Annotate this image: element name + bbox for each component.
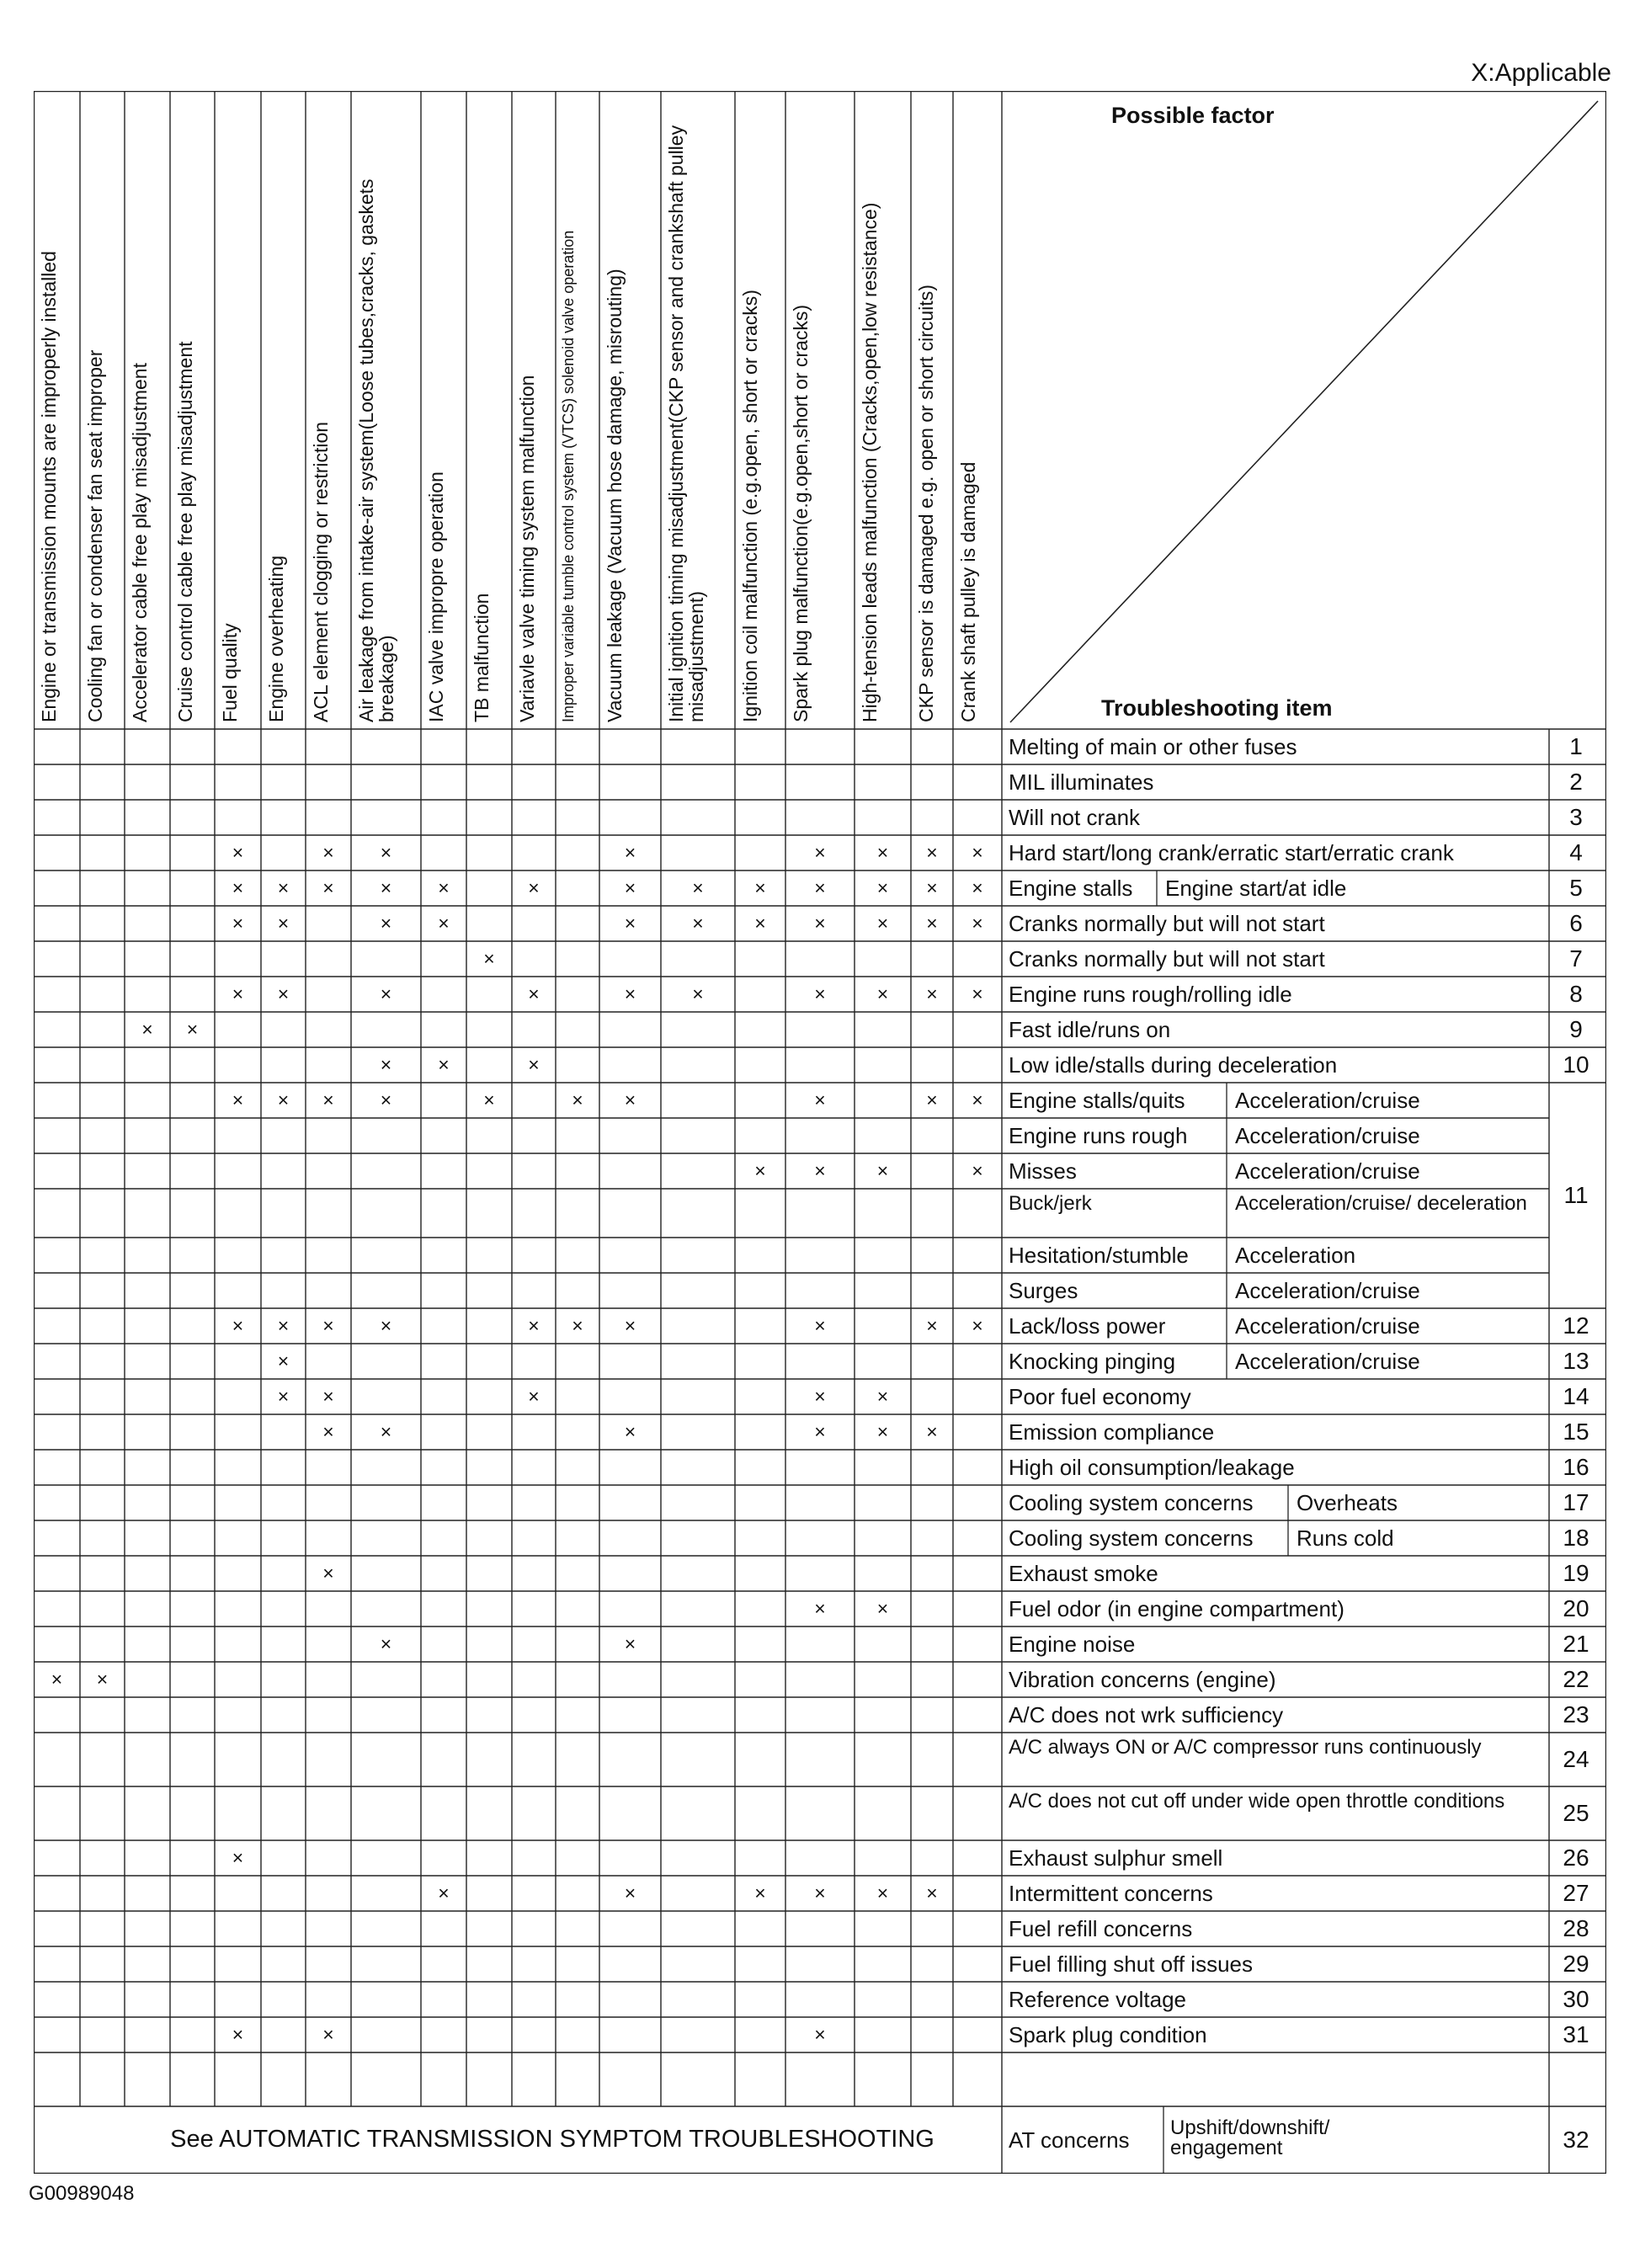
item-number: 18 [1563, 1525, 1589, 1551]
applicable-mark: × [232, 1089, 244, 1111]
factor-header-19: Crank shaft pulley is damaged [957, 461, 979, 722]
applicable-mark: × [380, 1089, 392, 1111]
troubleshooting-item: Exhaust smoke [1009, 1561, 1158, 1586]
applicable-mark: × [141, 1018, 153, 1041]
item-number: 9 [1569, 1016, 1583, 1042]
applicable-mark: × [972, 1089, 983, 1111]
applicable-mark: × [624, 841, 636, 864]
troubleshooting-condition: Acceleration/cruise/ deceleration [1235, 1192, 1527, 1215]
applicable-mark: × [972, 1159, 983, 1182]
at-concerns-condition: Upshift/downshift/ engagement [1170, 2116, 1330, 2159]
troubleshooting-item: Hard start/long crank/erratic start/erratic crank [1009, 840, 1454, 865]
applicable-mark: × [926, 841, 938, 864]
factor-header-2: Cooling fan or condenser fan seat improper [84, 349, 106, 722]
item-number: 17 [1563, 1489, 1589, 1515]
applicable-mark: × [277, 1385, 290, 1408]
troubleshooting-item: Knocking pinging [1009, 1349, 1176, 1374]
troubleshooting-item: MIL illuminates [1009, 769, 1154, 795]
applicable-mark: × [876, 841, 889, 864]
applicable-mark: × [277, 1350, 290, 1372]
applicable-mark: × [876, 1882, 889, 1904]
troubleshooting-item: Spark plug condition [1009, 2022, 1207, 2047]
troubleshooting-item: Will not crank [1009, 805, 1141, 830]
item-number: 25 [1563, 1800, 1589, 1826]
applicable-mark: × [232, 912, 244, 934]
factor-header-15: Ignition coil malfunction (e.g.open, short or cracks) [739, 290, 761, 722]
applicable-mark: × [232, 2023, 244, 2046]
applicable-mark: × [754, 912, 766, 934]
factor-header-17: High-tension leads malfunction (Cracks,open,low resistance) [859, 202, 881, 722]
troubleshooting-item: Fuel filling shut off issues [1009, 1951, 1253, 1977]
troubleshooting-item: Emission compliance [1009, 1419, 1215, 1445]
grid-line [1010, 101, 1598, 722]
troubleshooting-matrix [34, 91, 1606, 2174]
applicable-mark: × [814, 1089, 826, 1111]
applicable-mark: × [926, 912, 938, 934]
applicable-mark: × [624, 982, 636, 1005]
applicable-mark: × [380, 876, 392, 899]
item-number: 12 [1563, 1312, 1589, 1339]
factor-header-13: Vacuum leakage (Vacuum hose damage, misrouting) [604, 269, 626, 722]
troubleshooting-item: Reference voltage [1009, 1987, 1187, 2012]
troubleshooting-item: A/C does not wrk sufficiency [1009, 1702, 1284, 1728]
applicable-mark: × [380, 1053, 392, 1076]
factor-header-5: Fuel quality [219, 623, 241, 722]
factor-header-6: Engine overheating [265, 555, 287, 722]
troubleshooting-item: A/C always ON or A/C compressor runs continuously [1009, 1736, 1482, 1759]
applicable-mark: × [814, 1882, 826, 1904]
applicable-mark: × [528, 1385, 540, 1408]
applicable-mark: × [814, 1420, 826, 1443]
applicable-mark: × [814, 876, 826, 899]
figure-code: G00989048 [29, 2182, 135, 2205]
item-number: 7 [1569, 945, 1583, 972]
factor-header-1: Engine or transmission mounts are improperly installed [38, 251, 60, 722]
factor-header-8: Air leakage from intake-air system(Loose tubes,cracks, gaskets breakage) [355, 178, 397, 722]
troubleshooting-item: Surges [1009, 1278, 1078, 1303]
applicable-mark: × [876, 1159, 889, 1182]
factor-header-10: TB malfunction [471, 593, 493, 722]
applicable-mark: × [972, 1314, 983, 1337]
troubleshooting-condition: Acceleration/cruise [1235, 1088, 1420, 1113]
troubleshooting-item: Engine runs rough/rolling idle [1009, 982, 1292, 1007]
applicable-mark: × [186, 1018, 199, 1041]
applicable-mark: × [322, 2023, 334, 2046]
troubleshooting-item: Fuel refill concerns [1009, 1916, 1193, 1941]
item-number: 13 [1563, 1348, 1589, 1374]
applicable-mark: × [322, 1420, 334, 1443]
applicable-mark: × [322, 841, 334, 864]
applicable-mark: × [438, 1053, 450, 1076]
factor-header-12: Improper variable tumble control system (VTCS) solenoid valve operation [560, 230, 577, 722]
item-number: 22 [1563, 1666, 1589, 1692]
troubleshooting-item: A/C does not cut off under wide open throttle conditions [1009, 1790, 1505, 1813]
factor-header-7: ACL element clogging or restriction [310, 421, 332, 722]
troubleshooting-item: Cooling system concerns [1009, 1525, 1254, 1551]
troubleshooting-condition: Acceleration/cruise [1235, 1349, 1420, 1374]
troubleshooting-item: Engine runs rough [1009, 1123, 1188, 1148]
troubleshooting-item: Engine stalls/quits [1009, 1088, 1185, 1113]
item-number: 5 [1569, 875, 1583, 901]
applicable-mark: × [972, 876, 983, 899]
applicable-mark: × [972, 841, 983, 864]
applicable-mark: × [754, 876, 766, 899]
troubleshooting-item: Vibration concerns (engine) [1009, 1667, 1276, 1692]
factor-header-14: Initial ignition timing misadjustment(CKP sensor and crankshaft pulley misadjustment) [665, 125, 707, 722]
applicable-mark: × [277, 1314, 290, 1337]
item-number: 26 [1563, 1845, 1589, 1871]
applicable-mark: × [277, 876, 290, 899]
applicable-mark: × [692, 912, 704, 934]
item-number: 2 [1569, 769, 1583, 795]
applicable-mark: × [876, 1385, 889, 1408]
applicable-legend: X:Applicable [1471, 59, 1611, 87]
troubleshooting-condition: Acceleration/cruise [1235, 1123, 1420, 1148]
applicable-mark: × [926, 982, 938, 1005]
troubleshooting-item: Exhaust sulphur smell [1009, 1845, 1223, 1871]
troubleshooting-condition: Engine start/at idle [1165, 876, 1347, 901]
applicable-mark: × [232, 1314, 244, 1337]
item-number: 1 [1569, 733, 1583, 759]
applicable-mark: × [814, 1597, 826, 1620]
item-number: 23 [1563, 1701, 1589, 1728]
troubleshooting-item: Cranks normally but will not start [1009, 911, 1325, 936]
item-number: 4 [1569, 839, 1583, 865]
applicable-mark: × [926, 876, 938, 899]
applicable-mark: × [692, 982, 704, 1005]
applicable-mark: × [876, 982, 889, 1005]
applicable-mark: × [692, 876, 704, 899]
applicable-mark: × [972, 982, 983, 1005]
item-number: 8 [1569, 981, 1583, 1007]
factor-header-9: IAC valve impropre operation [425, 471, 447, 722]
applicable-mark: × [754, 1882, 766, 1904]
applicable-mark: × [754, 1159, 766, 1182]
troubleshooting-item: Low idle/stalls during deceleration [1009, 1052, 1338, 1078]
applicable-mark: × [380, 1314, 392, 1337]
factor-header-18: CKP sensor is damaged e.g. open or short circuits) [915, 285, 937, 722]
factor-header-4: Cruise control cable free play misadjustment [174, 341, 196, 722]
applicable-mark: × [380, 1420, 392, 1443]
applicable-mark: × [624, 1420, 636, 1443]
applicable-mark: × [972, 912, 983, 934]
item-number: 30 [1563, 1986, 1589, 2012]
item-number: 27 [1563, 1880, 1589, 1906]
applicable-mark: × [483, 1089, 495, 1111]
applicable-mark: × [926, 1420, 938, 1443]
applicable-mark: × [438, 912, 450, 934]
applicable-mark: × [438, 876, 450, 899]
item-number: 3 [1569, 804, 1583, 830]
applicable-mark: × [380, 982, 392, 1005]
troubleshooting-item: Engine stalls [1009, 876, 1133, 901]
applicable-mark: × [322, 876, 334, 899]
applicable-mark: × [624, 1882, 636, 1904]
applicable-mark: × [528, 1314, 540, 1337]
applicable-mark: × [51, 1668, 63, 1690]
applicable-mark: × [380, 841, 392, 864]
item-number: 29 [1563, 1951, 1589, 1977]
item-number: 24 [1563, 1746, 1589, 1772]
factor-header-11: Variavle valve timing system malfunction [516, 375, 538, 722]
applicable-mark: × [624, 1089, 636, 1111]
troubleshooting-condition: Acceleration/cruise [1235, 1313, 1420, 1339]
troubleshooting-condition: Acceleration [1235, 1243, 1356, 1268]
applicable-mark: × [96, 1668, 109, 1690]
item-number: 28 [1563, 1915, 1589, 1941]
troubleshooting-condition: Acceleration/cruise [1235, 1158, 1420, 1184]
troubleshooting-item: Lack/loss power [1009, 1313, 1166, 1339]
troubleshooting-item: Cooling system concerns [1009, 1490, 1254, 1515]
troubleshooting-item: Fast idle/runs on [1009, 1017, 1171, 1042]
applicable-mark: × [380, 1632, 392, 1655]
applicable-mark: × [277, 1089, 290, 1111]
applicable-mark: × [232, 841, 244, 864]
troubleshooting-item: Melting of main or other fuses [1009, 734, 1297, 759]
applicable-mark: × [322, 1089, 334, 1111]
applicable-mark: × [322, 1562, 334, 1584]
factor-header-16: Spark plug malfunction(e.g.open,short or cracks) [790, 304, 812, 722]
troubleshooting-item: Hesitation/stumble [1009, 1243, 1189, 1268]
troubleshooting-item-label: Troubleshooting item [1101, 695, 1333, 721]
applicable-mark: × [232, 876, 244, 899]
applicable-mark: × [572, 1089, 583, 1111]
troubleshooting-condition: Overheats [1297, 1490, 1398, 1515]
applicable-mark: × [322, 1385, 334, 1408]
applicable-mark: × [876, 1420, 889, 1443]
item-number: 16 [1563, 1454, 1589, 1480]
item-number: 31 [1563, 2021, 1589, 2047]
applicable-mark: × [814, 982, 826, 1005]
troubleshooting-item: Misses [1009, 1158, 1077, 1184]
troubleshooting-item: Poor fuel economy [1009, 1384, 1191, 1409]
applicable-mark: × [926, 1089, 938, 1111]
troubleshooting-condition: Acceleration/cruise [1235, 1278, 1420, 1303]
applicable-mark: × [814, 1385, 826, 1408]
troubleshooting-condition: Runs cold [1297, 1525, 1394, 1551]
item-number: 32 [1563, 2127, 1589, 2153]
applicable-mark: × [277, 982, 290, 1005]
factor-header-3: Accelerator cable free play misadjustment [129, 363, 151, 722]
applicable-mark: × [528, 1053, 540, 1076]
troubleshooting-item: Cranks normally but will not start [1009, 946, 1325, 972]
item-number: 19 [1563, 1560, 1589, 1586]
applicable-mark: × [814, 1314, 826, 1337]
at-concerns-item: AT concerns [1009, 2127, 1130, 2153]
applicable-mark: × [814, 1159, 826, 1182]
applicable-mark: × [483, 947, 495, 970]
applicable-mark: × [814, 912, 826, 934]
applicable-mark: × [232, 982, 244, 1005]
applicable-mark: × [380, 912, 392, 934]
item-number: 15 [1563, 1419, 1589, 1445]
troubleshooting-item: Fuel odor (in engine compartment) [1009, 1596, 1344, 1621]
applicable-mark: × [876, 1597, 889, 1620]
applicable-mark: × [814, 841, 826, 864]
applicable-mark: × [232, 1846, 244, 1869]
applicable-mark: × [277, 912, 290, 934]
applicable-mark: × [926, 1314, 938, 1337]
applicable-mark: × [438, 1882, 450, 1904]
applicable-mark: × [528, 982, 540, 1005]
item-number: 14 [1563, 1383, 1589, 1409]
applicable-mark: × [876, 876, 889, 899]
item-number: 10 [1563, 1051, 1589, 1078]
applicable-mark: × [624, 912, 636, 934]
applicable-mark: × [528, 876, 540, 899]
applicable-mark: × [926, 1882, 938, 1904]
applicable-mark: × [624, 1314, 636, 1337]
item-number: 21 [1563, 1631, 1589, 1657]
applicable-mark: × [572, 1314, 583, 1337]
at-reference-note: See AUTOMATIC TRANSMISSION SYMPTOM TROUBLESHOOTING [170, 2126, 934, 2153]
troubleshooting-item: Buck/jerk [1009, 1192, 1092, 1215]
troubleshooting-item: High oil consumption/leakage [1009, 1455, 1295, 1480]
applicable-mark: × [624, 1632, 636, 1655]
applicable-mark: × [624, 876, 636, 899]
troubleshooting-item: Intermittent concerns [1009, 1881, 1213, 1906]
item-number: 20 [1563, 1595, 1589, 1621]
applicable-mark: × [322, 1314, 334, 1337]
applicable-mark: × [876, 912, 889, 934]
possible-factor-label: Possible factor [1111, 103, 1275, 128]
applicable-mark: × [814, 2023, 826, 2046]
troubleshooting-item: Engine noise [1009, 1632, 1136, 1657]
item-number: 11 [1563, 1182, 1589, 1208]
item-number: 6 [1569, 910, 1583, 936]
